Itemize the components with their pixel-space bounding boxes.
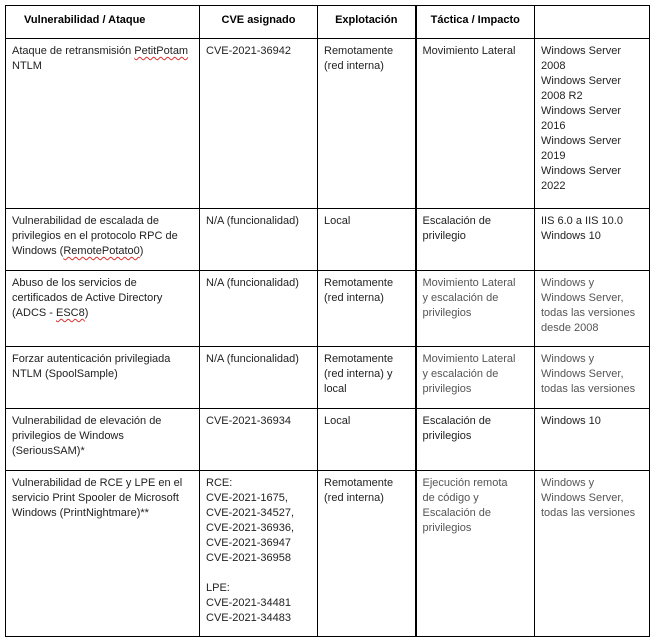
exploit-line: local	[324, 383, 347, 395]
tactic-line: Movimiento Lateral	[422, 45, 516, 57]
header-affected	[535, 6, 650, 39]
vuln-text: Vulnerabilidad de escalada de privilegios en el protocolo RPC de Windows (	[12, 215, 178, 257]
tactic-line: Escalación de	[422, 215, 491, 227]
affected-line: Windows Server	[541, 105, 622, 117]
spellcheck-marked-word: ESC8	[56, 307, 85, 319]
tactic-line: privilegios	[422, 307, 472, 319]
affected-line: desde 2008	[541, 322, 599, 334]
affected-line: todas las versiones	[541, 383, 636, 395]
exploit-line: Remotamente	[324, 353, 394, 365]
vuln-text: )	[139, 245, 144, 257]
vuln-text: Vulnerabilidad de RCE y LPE en el servicio Print Spooler de Microsoft Windows (PrintNightmare)**	[12, 477, 183, 519]
tactic-line: Movimiento Lateral	[422, 277, 516, 289]
cve-line: CVE-2021-36947	[206, 537, 292, 549]
table-row	[6, 471, 650, 637]
cell-tactic	[416, 271, 535, 347]
cve-line: LPE:	[206, 582, 230, 594]
tactic-line: privilegios	[422, 522, 472, 534]
cell-vuln	[6, 39, 200, 209]
tactic-line: de código y	[422, 492, 479, 504]
header-exploit: Explotación	[318, 6, 416, 39]
exploit-line: Local	[324, 215, 351, 227]
spellcheck-marked-word: PetitPotam	[134, 45, 189, 57]
exploit-line: (red interna)	[324, 292, 384, 304]
vuln-text: Ataque de retransmisión	[12, 45, 135, 57]
cell-vuln	[6, 271, 200, 347]
affected-line: Windows Server	[541, 45, 622, 57]
tactic-line: privilegio	[422, 230, 466, 242]
cell-affected	[535, 209, 650, 271]
affected-line: Windows 10	[541, 230, 601, 242]
affected-line: Windows Server	[541, 135, 622, 147]
tactic-line: privilegios	[422, 430, 472, 442]
affected-line: IIS 6.0 a IIS 10.0	[541, 215, 623, 227]
cell-affected	[535, 39, 650, 209]
tactic-line: Escalación de	[422, 415, 491, 427]
cve-line	[206, 566, 311, 581]
affected-line: Windows y	[541, 477, 595, 489]
tactic-line: privilegios	[422, 383, 472, 395]
vuln-text: Vulnerabilidad de elevación de privilegios de Windows (SeriousSAM)*	[12, 415, 162, 457]
vulnerability-table	[5, 5, 650, 637]
cve-line: CVE-2021-36934	[206, 415, 292, 427]
cell-exploit	[318, 209, 416, 271]
cell-cve	[200, 409, 318, 471]
affected-line: Windows y	[541, 277, 595, 289]
affected-line: todas las versiones	[541, 507, 636, 519]
cve-line: N/A (funcionalidad)	[206, 277, 299, 289]
cell-vuln	[6, 409, 200, 471]
affected-line: 2022	[541, 180, 566, 192]
spellcheck-marked-word: RemotePotato0	[63, 245, 140, 257]
exploit-line: Remotamente	[324, 477, 394, 489]
cell-tactic	[416, 39, 535, 209]
cve-line: CVE-2021-36936,	[206, 522, 295, 534]
vuln-text: NTLM	[12, 60, 42, 72]
exploit-line: Remotamente	[324, 277, 394, 289]
cell-tactic	[416, 209, 535, 271]
cell-vuln	[6, 347, 200, 409]
exploit-line: (red interna)	[324, 60, 384, 72]
cell-affected	[535, 347, 650, 409]
exploit-line: Local	[324, 415, 351, 427]
cell-exploit	[318, 471, 416, 637]
affected-line: 2008 R2	[541, 90, 583, 102]
affected-line: Windows 10	[541, 415, 601, 427]
cell-affected	[535, 409, 650, 471]
cell-affected	[535, 471, 650, 637]
cell-vuln	[6, 209, 200, 271]
cve-line: CVE-2021-34481	[206, 597, 292, 609]
header-cve: CVE asignado	[200, 6, 318, 39]
affected-line: Windows Server,	[541, 492, 624, 504]
cell-cve	[200, 271, 318, 347]
cell-tactic	[416, 471, 535, 637]
header-tactic: Táctica / Impacto	[416, 6, 535, 39]
table-row	[6, 209, 650, 271]
tactic-line: y escalación de	[422, 368, 499, 380]
cve-line: CVE-2021-34527,	[206, 507, 295, 519]
cell-cve	[200, 347, 318, 409]
exploit-line: (red interna) y	[324, 368, 393, 380]
cve-line: CVE-2021-36958	[206, 552, 292, 564]
table-row	[6, 347, 650, 409]
vuln-text: )	[84, 307, 89, 319]
affected-line: Windows Server,	[541, 292, 624, 304]
header-vuln: Vulnerabilidad / Ataque	[6, 6, 200, 39]
cve-line: N/A (funcionalidad)	[206, 215, 299, 227]
exploit-line: Remotamente	[324, 45, 394, 57]
vuln-text: Forzar autenticación privilegiada NTLM (SpoolSample)	[12, 353, 171, 380]
affected-line: todas las versiones	[541, 307, 636, 319]
affected-line: Windows Server,	[541, 368, 624, 380]
vuln-text: Abuso de los servicios de certificados de Active Directory (ADCS -	[12, 277, 163, 319]
cell-exploit	[318, 271, 416, 347]
affected-line: Windows Server	[541, 165, 622, 177]
cell-cve	[200, 39, 318, 209]
cell-exploit	[318, 39, 416, 209]
affected-line: 2008	[541, 60, 566, 72]
cell-exploit	[318, 347, 416, 409]
cve-line: RCE:	[206, 477, 233, 489]
tactic-line: Ejecución remota	[422, 477, 508, 489]
tactic-line: Movimiento Lateral	[422, 353, 516, 365]
cell-vuln	[6, 471, 200, 637]
cell-exploit	[318, 409, 416, 471]
table-row	[6, 271, 650, 347]
table-header-row	[6, 6, 650, 39]
cve-line: N/A (funcionalidad)	[206, 353, 299, 365]
cve-line: CVE-2021-1675,	[206, 492, 288, 504]
cell-tactic	[416, 347, 535, 409]
cell-cve	[200, 471, 318, 637]
cell-affected	[535, 271, 650, 347]
tactic-line: y escalación de	[422, 292, 499, 304]
affected-line: Windows y	[541, 353, 595, 365]
exploit-line: (red interna)	[324, 492, 384, 504]
affected-line: 2019	[541, 150, 566, 162]
table-row	[6, 39, 650, 209]
affected-line: Windows Server	[541, 75, 622, 87]
cve-line: CVE-2021-36942	[206, 45, 292, 57]
cve-line: CVE-2021-34483	[206, 612, 292, 624]
tactic-line: Escalación de	[422, 507, 491, 519]
affected-line: 2016	[541, 120, 566, 132]
cell-cve	[200, 209, 318, 271]
cell-tactic	[416, 409, 535, 471]
table-row	[6, 409, 650, 471]
